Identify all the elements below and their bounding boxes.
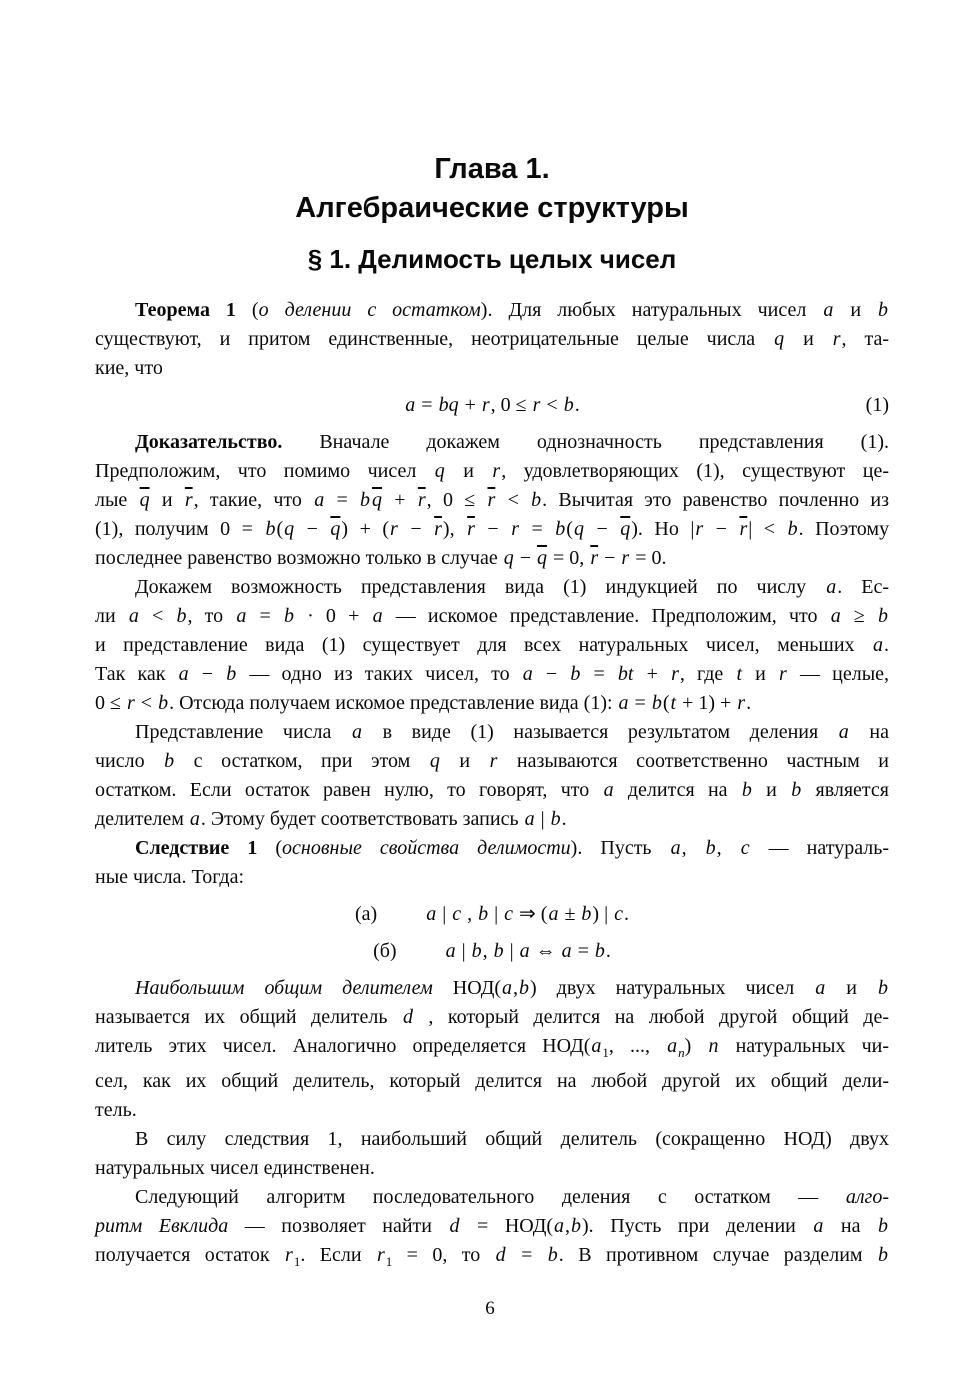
math-var: r xyxy=(832,328,841,350)
math-var: r xyxy=(390,518,398,540)
text-run: остатком. Если остаток равен нулю, то говорят, что xyxy=(95,779,603,801)
math-var: q xyxy=(284,518,295,540)
math-var: a xyxy=(128,605,139,627)
text-run: ли xyxy=(95,605,128,627)
text-run: последнее равенство возможно только в случае xyxy=(95,547,503,569)
math-var: n xyxy=(708,1035,719,1057)
math-var: a xyxy=(554,1215,565,1237)
text-run: − xyxy=(533,663,570,685)
equation-label: (б) xyxy=(373,940,397,962)
math-var: a xyxy=(826,576,837,598)
text-run: — натураль- xyxy=(750,837,890,859)
math-var: c xyxy=(452,903,462,925)
text-run: = xyxy=(416,394,438,416)
text-line xyxy=(95,1096,889,1125)
text-run: ) двух натуральных чисел xyxy=(530,977,815,999)
text-run: = xyxy=(629,692,651,714)
math-var: r xyxy=(779,663,787,685)
math-var: b xyxy=(570,663,581,685)
text-run: , та- xyxy=(841,328,890,350)
text-run: тель. xyxy=(95,1099,137,1121)
text-run: ритм Евклида xyxy=(95,1215,229,1237)
text-line xyxy=(95,805,889,834)
math-var: $\overline{r}$ xyxy=(184,489,193,511)
text-block xyxy=(95,150,889,1276)
text-run: является xyxy=(802,779,889,801)
text-line xyxy=(95,1241,889,1276)
text-line xyxy=(95,544,889,573)
math-var: c xyxy=(740,837,750,859)
text-run: ) + ( xyxy=(341,518,390,540)
math-var: a xyxy=(189,808,200,830)
math-var: t xyxy=(670,692,677,714)
text-run: ) | xyxy=(592,903,614,925)
math-var: a xyxy=(548,903,559,925)
text-run: с остатком, при этом xyxy=(175,750,429,772)
math-var: a xyxy=(522,663,533,685)
text-run: делителем xyxy=(95,808,189,830)
math-var: r xyxy=(737,692,746,714)
text-run: Следствие 1 xyxy=(135,837,258,859)
math-var: c xyxy=(614,903,623,925)
text-run: Докажем возможность представления вида (1) индукцией по числу xyxy=(135,576,826,598)
text-run: основные свойства делимости xyxy=(282,837,571,859)
text-run: | xyxy=(535,808,550,830)
math-var: r xyxy=(285,1244,293,1266)
text-run: | xyxy=(504,940,519,962)
math-var: a xyxy=(445,940,456,962)
math-var: b xyxy=(283,605,294,627)
math-var: d xyxy=(402,1006,413,1028)
text-run: и xyxy=(752,779,791,801)
text-run: = xyxy=(247,605,283,627)
text-run: = xyxy=(519,518,555,540)
text-line xyxy=(95,660,889,689)
page-number: 6 xyxy=(485,1298,495,1319)
math-var: b xyxy=(791,779,802,801)
text-run: . Ес- xyxy=(837,576,889,598)
text-run: + xyxy=(459,394,481,416)
text-run: < xyxy=(135,692,158,714)
math-var: r xyxy=(489,750,498,772)
text-run: существуют, и притом единственные, неотрицательные целые числа xyxy=(95,328,774,350)
math-var: $\overline{r}$ xyxy=(739,518,748,540)
text-line xyxy=(95,296,889,325)
text-line xyxy=(95,776,889,805)
math-var: a xyxy=(815,977,826,999)
text-run: = НОД( xyxy=(460,1215,554,1237)
math-var: q xyxy=(503,547,514,569)
text-run: < xyxy=(496,489,531,511)
text-run: . xyxy=(623,903,629,925)
text-run: , 0 ≤ xyxy=(426,489,487,511)
math-var: a xyxy=(618,692,629,714)
text-run: — целые, xyxy=(787,663,890,685)
math-var: r xyxy=(621,547,630,569)
text-run: , xyxy=(462,903,478,925)
math-var: r xyxy=(671,663,679,685)
math-var: b xyxy=(265,518,276,540)
text-run: , xyxy=(513,977,518,999)
text-line xyxy=(95,457,889,486)
equation-label: (а) xyxy=(355,903,378,925)
text-line xyxy=(95,1154,889,1183)
math-var: b xyxy=(878,1244,888,1266)
text-run: , то xyxy=(187,605,236,627)
math-var: $\overline{q}$ xyxy=(372,489,383,511)
text-run: — искомое представление. Предположим, что xyxy=(383,605,830,627)
math-var: $\overline{r}$ xyxy=(590,547,599,569)
math-var: q xyxy=(429,750,440,772)
text-run: В силу следствия 1, наибольший общий делитель (сокращенно НОД) двух xyxy=(135,1128,889,1150)
display-equation xyxy=(95,937,889,966)
text-run: = xyxy=(325,489,360,511)
math-var: b xyxy=(360,489,371,511)
math-var: a xyxy=(314,489,325,511)
math-var: b xyxy=(878,605,889,627)
text-run: , 0 ≤ xyxy=(490,394,532,416)
math-var: a xyxy=(502,977,512,999)
text-run: − xyxy=(398,518,434,540)
text-run: , где xyxy=(679,663,736,685)
text-run: + 1) + xyxy=(677,692,737,714)
text-run: · 0 + xyxy=(294,605,372,627)
text-run: + xyxy=(634,663,671,685)
math-var: $\overline{r}$ xyxy=(467,518,475,540)
math-var: $\overline{q}$ xyxy=(620,518,631,540)
math-var: b xyxy=(878,977,889,999)
text-run: . xyxy=(574,394,580,416)
math-var: a xyxy=(236,605,247,627)
text-run: ( xyxy=(257,837,283,859)
text-run: Вначале докажем однозначность представления (1). xyxy=(282,431,889,453)
text-line xyxy=(95,689,889,718)
text-run: алго- xyxy=(845,1186,889,1208)
text-run: . xyxy=(884,634,889,656)
text-run: − xyxy=(514,547,537,569)
math-var: $\overline{r}$ xyxy=(434,518,442,540)
math-var: a xyxy=(519,940,530,962)
text-run: на xyxy=(824,1215,877,1237)
text-run: , xyxy=(565,1215,571,1237)
math-var: b xyxy=(581,903,592,925)
text-run: ), xyxy=(442,518,467,540)
text-run: число xyxy=(95,750,164,772)
text-run: . Отсюда получаем искомое представление вида (1): xyxy=(169,692,618,714)
text-line xyxy=(95,974,889,1003)
text-run: натуральных чи- xyxy=(719,1035,889,1057)
text-run: = xyxy=(581,663,617,685)
text-run: и xyxy=(150,489,184,511)
text-line xyxy=(95,325,889,354)
text-run: — одно из таких чисел, то xyxy=(237,663,522,685)
text-run: и xyxy=(445,460,492,482)
math-var: b xyxy=(158,692,169,714)
text-run: . Если xyxy=(300,1244,376,1266)
math-var: q xyxy=(774,328,785,350)
math-var: $\overline{q}$ xyxy=(537,547,548,569)
text-run: — позволяет найти xyxy=(228,1215,449,1237)
text-line xyxy=(95,631,889,660)
text-run: n xyxy=(678,1045,685,1060)
text-run: Предположим, что помимо чисел xyxy=(95,460,434,482)
text-run: о делении с остатком xyxy=(258,299,481,321)
math-var: b xyxy=(563,394,574,416)
text-run: , ..., xyxy=(608,1035,667,1057)
math-var: b xyxy=(878,299,889,321)
text-run: и xyxy=(743,663,779,685)
math-var: a xyxy=(561,940,572,962)
math-var: b xyxy=(571,1215,582,1237)
text-run: . xyxy=(605,940,611,962)
math-var: b xyxy=(550,808,561,830)
text-line xyxy=(95,747,889,776)
math-var: r xyxy=(126,692,135,714)
math-var: b xyxy=(547,1244,558,1266)
text-run: ( xyxy=(662,692,670,714)
text-run: + xyxy=(383,489,417,511)
text-line xyxy=(95,1032,889,1067)
math-var: a xyxy=(178,663,189,685)
math-var: b xyxy=(531,489,542,511)
math-var: b xyxy=(651,692,662,714)
math-var: a xyxy=(603,779,614,801)
display-equation xyxy=(95,900,889,929)
section-title: § 1. Делимость целых чисел xyxy=(307,244,677,274)
text-run: делится на xyxy=(614,779,741,801)
text-run: = 0, то xyxy=(392,1244,495,1266)
text-run: . Вычитая это равенство почленно из xyxy=(542,489,890,511)
text-run: − xyxy=(475,518,511,540)
text-run: называется их общий делитель xyxy=(95,1006,402,1028)
text-line xyxy=(95,1212,889,1241)
text-line xyxy=(95,486,889,515)
text-run: , xyxy=(716,837,740,859)
text-run: = xyxy=(506,1244,547,1266)
text-run: , удовлетворяющих (1), существуют це- xyxy=(501,460,889,482)
text-run: − xyxy=(189,663,226,685)
text-run: лые xyxy=(95,489,139,511)
text-line xyxy=(95,354,889,383)
math-var: b xyxy=(555,518,566,540)
math-var: b xyxy=(705,837,716,859)
text-run: сел, как их общий делитель, который делится на любой другой их общий дели- xyxy=(95,1070,889,1092)
math-var: a xyxy=(873,634,883,656)
text-run: ( xyxy=(251,299,259,321)
text-run: и xyxy=(826,977,878,999)
text-line xyxy=(95,1183,889,1212)
math-var: bt xyxy=(617,663,634,685)
math-var: a xyxy=(405,394,416,416)
text-run: . Поэтому xyxy=(798,518,890,540)
math-var: a xyxy=(670,837,681,859)
text-run: ). Пусть xyxy=(570,837,670,859)
text-run: получается остаток xyxy=(95,1244,285,1266)
text-run: . В противном случае разделим xyxy=(558,1244,877,1266)
math-var: r xyxy=(376,1244,385,1266)
text-run: − xyxy=(599,547,621,569)
text-run: , который делится на любой другой общий де- xyxy=(413,1006,889,1028)
text-line xyxy=(95,718,889,747)
math-var: a xyxy=(667,1035,678,1057)
chapter-title-line2: Алгебраические структуры xyxy=(295,192,689,224)
math-var: r xyxy=(532,394,541,416)
text-run: = xyxy=(572,940,594,962)
math-var: q xyxy=(434,460,445,482)
math-var: $\overline{q}$ xyxy=(139,489,150,511)
text-run: ≥ xyxy=(841,605,878,627)
text-run: 1 xyxy=(293,1254,301,1269)
math-var: a xyxy=(352,721,362,743)
text-run: | xyxy=(489,903,504,925)
text-run: ) xyxy=(684,1035,708,1057)
text-run: (1), получим 0 = xyxy=(95,518,265,540)
math-var: r xyxy=(481,394,490,416)
math-var: b xyxy=(471,940,482,962)
text-run: , xyxy=(681,837,705,859)
text-run: Так как xyxy=(95,663,178,685)
text-run: < xyxy=(541,394,563,416)
math-var: b xyxy=(176,605,187,627)
text-run: ⇒ ( xyxy=(514,903,548,925)
math-var: a xyxy=(372,605,383,627)
math-var: $\overline{r}$ xyxy=(487,489,496,511)
text-run: | xyxy=(456,940,471,962)
text-line xyxy=(95,573,889,602)
math-var: b xyxy=(164,750,175,772)
math-var: b xyxy=(787,518,798,540)
math-var: a xyxy=(591,1035,602,1057)
math-var: a xyxy=(524,808,535,830)
text-run: , xyxy=(482,940,493,962)
math-var: r xyxy=(511,518,519,540)
text-run: Представление числа xyxy=(135,721,351,743)
text-run: ). Но | xyxy=(631,518,695,540)
text-run: натуральных чисел единственен. xyxy=(95,1157,375,1179)
display-equation xyxy=(95,391,889,420)
math-var: d xyxy=(449,1215,460,1237)
text-run: в виде (1) называется результатом деления xyxy=(363,721,838,743)
text-line xyxy=(95,428,889,457)
text-run: . Этому будет соответствовать запись xyxy=(200,808,524,830)
text-run: = 0, xyxy=(548,547,590,569)
math-var: q xyxy=(573,518,584,540)
text-run: − xyxy=(584,518,620,540)
text-run: ). Пусть при делении xyxy=(582,1215,813,1237)
text-line xyxy=(95,834,889,863)
text-run: = 0. xyxy=(630,547,667,569)
text-line xyxy=(95,1003,889,1032)
text-line xyxy=(95,602,889,631)
text-run: < xyxy=(139,605,176,627)
text-line xyxy=(95,515,889,544)
chapter-title-line1: Глава 1. xyxy=(434,153,550,185)
math-var: a xyxy=(813,1215,824,1237)
math-var: a xyxy=(838,721,849,743)
text-run: кие, что xyxy=(95,357,163,379)
text-run: называются соответственно частным и xyxy=(498,750,889,772)
text-run: 1 xyxy=(602,1045,609,1060)
text-line xyxy=(95,1067,889,1096)
text-line xyxy=(95,863,889,892)
text-line xyxy=(95,1125,889,1154)
math-var: a xyxy=(823,299,834,321)
text-run: ( xyxy=(566,518,573,540)
math-var: b xyxy=(226,663,237,685)
math-var: r xyxy=(492,460,501,482)
math-var: b xyxy=(878,1215,888,1237)
text-run: и xyxy=(440,750,489,772)
text-run: | < xyxy=(748,518,787,540)
math-var: b xyxy=(519,977,529,999)
text-run: . xyxy=(746,692,752,714)
math-var: t xyxy=(736,663,743,685)
math-var: a xyxy=(830,605,841,627)
math-var: $\overline{r}$ xyxy=(417,489,426,511)
text-run: 0 ≤ xyxy=(95,692,126,714)
text-run: на xyxy=(849,721,889,743)
text-run: . xyxy=(561,808,567,830)
text-run: Наибольшим общим делителем xyxy=(135,977,433,999)
math-var: a xyxy=(426,903,437,925)
text-run: Следующий алгоритм последовательного деления с остатком — xyxy=(135,1186,846,1208)
math-var: b xyxy=(741,779,752,801)
math-var: bq xyxy=(438,394,459,416)
text-run: | xyxy=(437,903,452,925)
text-run: Доказательство. xyxy=(135,431,283,453)
text-run: ( xyxy=(276,518,284,540)
math-var: b xyxy=(493,940,504,962)
text-run: ⇔ xyxy=(530,940,561,962)
text-run: 1 xyxy=(385,1254,393,1269)
math-var: d xyxy=(495,1244,506,1266)
math-var: r xyxy=(695,518,704,540)
math-var: $\overline{q}$ xyxy=(330,518,341,540)
text-run: литель этих чисел. Аналогично определяется НОД( xyxy=(95,1035,591,1057)
math-var: c xyxy=(504,903,514,925)
text-run: − xyxy=(295,518,330,540)
text-run: ± xyxy=(559,903,581,925)
text-run: Теорема 1 xyxy=(135,299,252,321)
text-run: , такие, что xyxy=(193,489,314,511)
math-var: b xyxy=(594,940,605,962)
text-run: − xyxy=(704,518,739,540)
text-run: НОД( xyxy=(432,977,501,999)
text-run: и представление вида (1) существует для всех натуральных чисел, меньших xyxy=(95,634,872,656)
document-body xyxy=(95,296,889,1276)
text-run: ные числа. Тогда: xyxy=(95,866,245,888)
text-run: и xyxy=(785,328,832,350)
equation-number: (1) xyxy=(865,394,889,416)
text-run: и xyxy=(834,299,878,321)
math-var: b xyxy=(478,903,489,925)
text-run: ). Для любых натуральных чисел xyxy=(480,299,823,321)
